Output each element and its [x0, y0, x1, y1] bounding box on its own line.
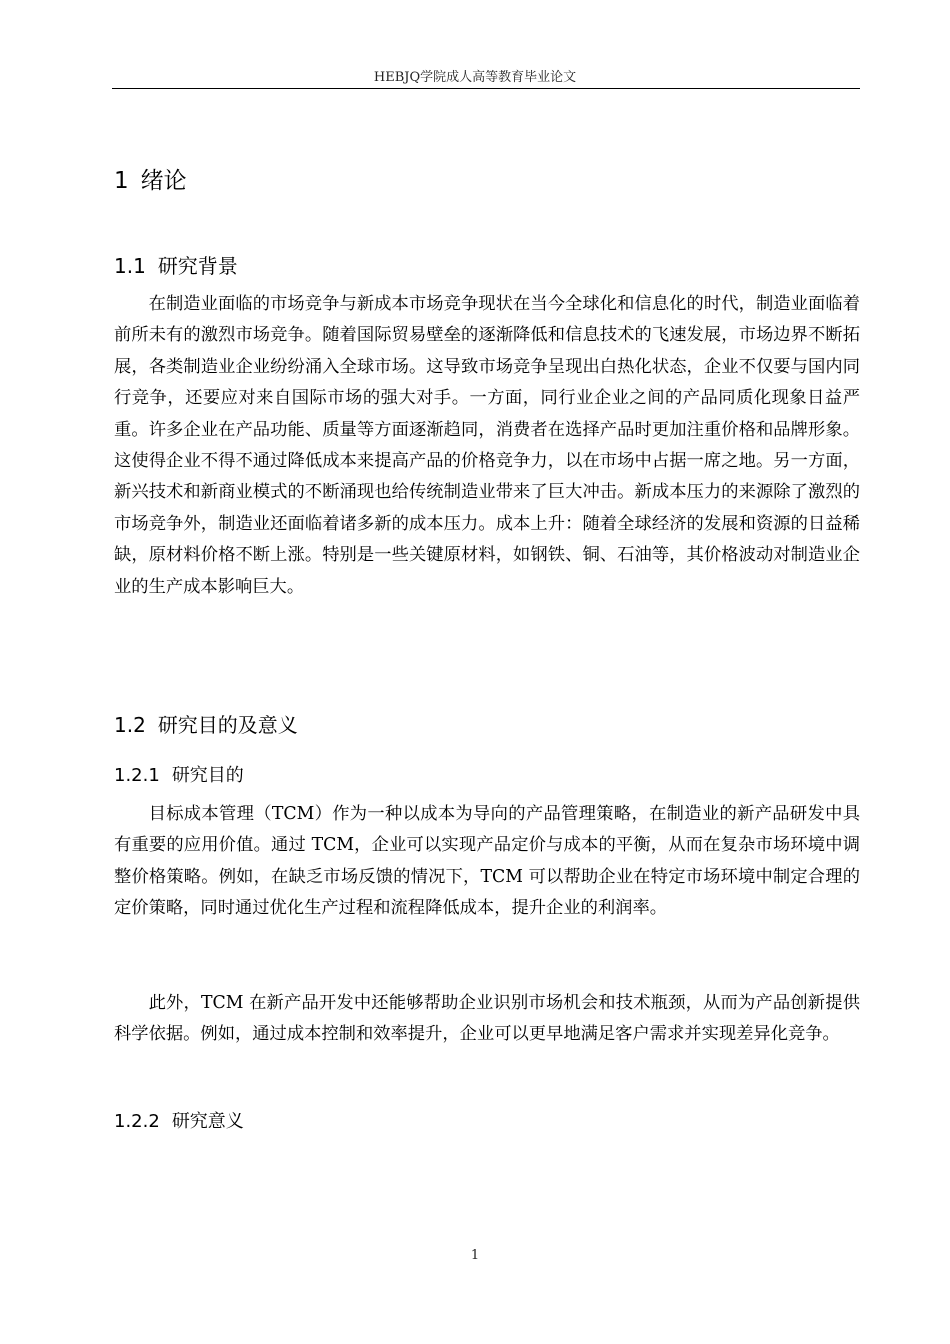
section-title: 研究目的及意义: [157, 713, 298, 737]
section-heading-1-2: [114, 709, 298, 738]
subsection-title: 研究目的: [171, 765, 244, 786]
chapter-title: 绪论: [140, 168, 187, 194]
section-number: 1.1: [114, 254, 146, 278]
subsection-number: 1.2.1: [114, 765, 160, 786]
page-number: 1: [470, 1248, 480, 1263]
subsection-number: 1.2.2: [114, 1111, 160, 1132]
subsection-title: 研究意义: [171, 1111, 244, 1132]
paragraph-purpose-continued: 此外，TCM 在新产品开发中还能够帮助企业识别市场机会和技术瓶颈，从而为产品创新提供科学依据。例如，通过成本控制和效率提升，企业可以更早地满足客户需求并实现差异化竞争。: [114, 993, 860, 1045]
section-number: 1.2: [114, 713, 146, 737]
paragraph-background: 在制造业面临的市场竞争与新成本市场竞争现状在当今全球化和信息化的时代，制造业面临着前所未有的激烈市场竞争。随着国际贸易壁垒的逐渐降低和信息技术的飞速发展，市场边界不断拓展，各类制造业企业纷纷涌入全球市场。这导致市场竞争呈现出白热化状态，企业不仅要与国内同行竞争，还要应对来自国际市场的强大对手。一方面，同行业企业之间的产品同质化现象日益严重。许多企业在产品功能、质量等方面逐渐趋同，消费者在选择产品时更加注重价格和品牌形象。这使得企业不得不通过降低成本来提高产品的价格竞争力，以在市场中占据一席之地。另一方面，新兴技术和新商业模式的不断涌现也给传统制造业带来了巨大冲击。新成本压力的来源除了激烈的市场竞争外，制造业还面临着诸多新的成本压力。成本上升：随着全球经济的发展和资源的日益稀缺，原材料价格不断上涨。特别是一些关键原材料，如钢铁、铜、石油等，其价格波动对制造业企业的生产成本影响巨大。: [114, 294, 860, 597]
paragraph-purpose: 目标成本管理（TCM）作为一种以成本为导向的产品管理策略，在制造业的新产品研发中具有重要的应用价值。通过 TCM，企业可以实现产品定价与成本的平衡，从而在复杂市场环境中调整价格策略。例如，在缺乏市场反馈的情况下，TCM 可以帮助企业在特定市场环境中制定合理的定价策略，同时通过优化生产过程和流程降低成本，提升企业的利润率。: [114, 804, 860, 919]
section-heading-1-1: [114, 250, 238, 279]
chapter-heading: [114, 162, 187, 195]
running-header: HEBJQ学院成人高等教育毕业论文: [373, 70, 577, 85]
subsection-heading-1-2-2: [114, 1107, 244, 1133]
subsection-heading-1-2-1: [114, 761, 244, 787]
header-rule: [112, 88, 860, 89]
chapter-number: 1: [114, 168, 129, 194]
section-title: 研究背景: [157, 254, 238, 278]
